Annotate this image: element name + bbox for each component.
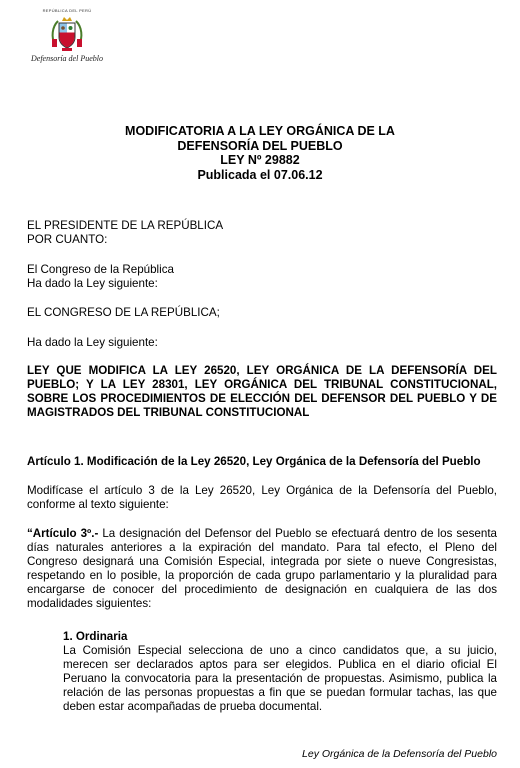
article-1-text: Modifícase el artículo 3 de la Ley 26520, Ley Orgánica de la Defensoría del Pueblo, conforme al texto siguiente: (27, 484, 497, 511)
por-cuanto-line: POR CUANTO: (27, 233, 108, 246)
institution-logo (22, 8, 112, 63)
article-3-text: La designación del Defensor del Pueblo se efectuará dentro de los sesenta días naturales anteriores a la expiración del mandato. Para tal efecto, el Pleno del Congreso designará una Comisión Especial, integrada por siete o nueve Congresistas, respetando en lo posible, la proporción de cada grupo parlamentario y la pluralidad para encargarse de conocer del procedimiento de designación en cualquiera de las dos modalidades siguientes: (27, 527, 497, 610)
ordinaria-heading: 1. Ordinaria (63, 630, 128, 643)
publication-date: Publicada el 07.06.12 (197, 167, 323, 182)
article-3-paragraph (27, 527, 497, 611)
title-line-2: DEFENSORÍA DEL PUEBLO (177, 138, 343, 153)
law-number: LEY Nº 29882 (220, 153, 300, 167)
president-block (27, 219, 497, 247)
article-1-heading: Artículo 1. Modificación de la Ley 26520, Ley Orgánica de la Defensoría del Pueblo (27, 455, 481, 468)
brand-name: Defensoría del Pueblo (31, 54, 103, 63)
congress-caps-line: EL CONGRESO DE LA REPÚBLICA; (27, 306, 220, 319)
seal-caption: REPÚBLICA DEL PERÚ (42, 8, 92, 13)
coat-of-arms-icon (49, 15, 85, 53)
document-title (60, 124, 460, 182)
congress-line: El Congreso de la República (27, 263, 174, 276)
ordinaria-text: La Comisión Especial selecciona de uno a cinco candidatos que, a su juicio, merecen ser declarados aptos para ser elegidos. Publica en el diario oficial El Peruano la convocatoria para la presentación de propuestas. Asimismo, publica la relación de las personas propuestas a fin que se puedan formular tachas, las que deben estar acompañadas de prueba documental. (63, 644, 497, 713)
president-line: EL PRESIDENTE DE LA REPÚBLICA (27, 219, 224, 232)
given-law-line-2: Ha dado la Ley siguiente: (27, 336, 158, 349)
given-law-line: Ha dado la Ley siguiente: (27, 277, 158, 290)
article-3-label: “Artículo 3º.- (27, 527, 99, 540)
page-footer: Ley Orgánica de la Defensoría del Pueblo (302, 748, 497, 760)
title-line-1: MODIFICATORIA A LA LEY ORGÁNICA DE LA (125, 124, 395, 138)
congress-block (27, 263, 497, 291)
law-heading: LEY QUE MODIFICA LA LEY 26520, LEY ORGÁNICA DE LA DEFENSORÍA DEL PUEBLO; Y LA LEY 28301, LEY ORGÁNICA DEL TRIBUNAL CONSTITUCIONAL, SOBRE LOS PROCEDIMIENTOS DE ELECCIÓN DEL DEFENSOR DEL PUEBLO Y DE MAGISTRADOS DEL TRIBUNAL CONSTITUCIONAL (27, 364, 497, 419)
